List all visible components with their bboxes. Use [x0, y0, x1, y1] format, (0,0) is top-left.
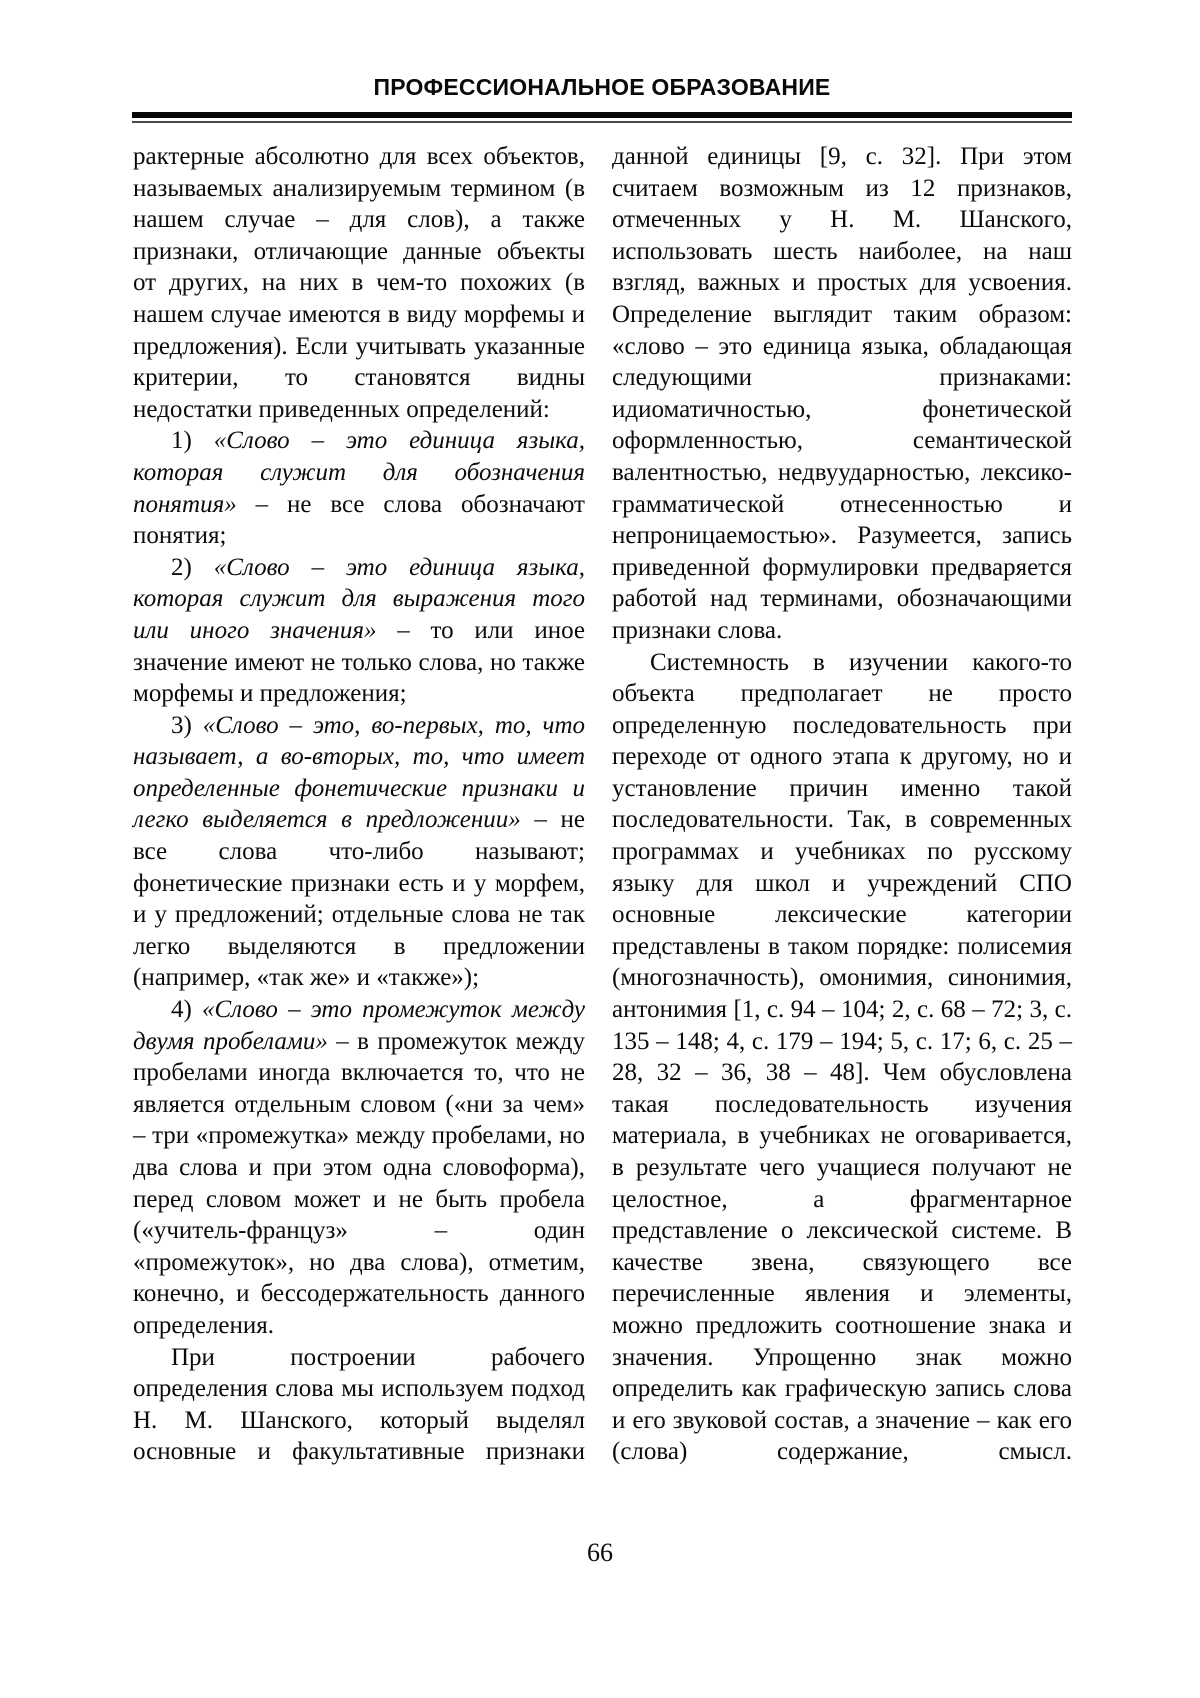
paragraph-intro-continuation: рактерные абсолютно для всех объектов, называемых анализируемым термином (в нашем случае – для слов), а также признаки, отличающие данные объекты от других, на них в чем-то похожих (в нашем случае имеются в виду морфемы и предложения). Если учитывать указанные критерии, то становятся видны недостатки приведенных определений: — [133, 143, 585, 423]
item-commentary: – не все слова что-либо называют; фонетические признаки есть и у морфем, и у предложений; отдельные слова не так легко выделяются в предложении (например, «так же» и «также»); — [133, 806, 585, 992]
page-number: 66 — [587, 1538, 613, 1567]
header-rule-thin — [132, 121, 1072, 123]
paragraph-closing: При построении рабочего определения слова мы используем подход Н. М. Шанского, который выделял основные и факультативные признаки — [133, 1343, 585, 1466]
text-columns — [133, 141, 1072, 1468]
quoted-definition: «Слово – это, во-первых, то, что называет, а во-вторых, то, что имеет определенные фонетические признаки и легко выделяется в предложении» — [133, 711, 585, 834]
item-commentary: – в промежуток между пробелами иногда включается то, что не является отдельным словом («ни за чем» – три «промежутка» между пробелами, но два слова и при этом одна словоформа), перед словом может и не быть пробела («учитель-француз» – один «промежуток», но два слова), отметим, конечно, и бессодержательность данного определения. — [133, 1027, 585, 1339]
item-commentary: – не все слова обозначают понятия; — [133, 490, 585, 550]
item-commentary: – то или иное значение имеют не только слова, но также морфемы и предложения; — [133, 616, 585, 708]
header-rule-thick — [132, 112, 1072, 118]
quoted-definition: «Слово – это единица языка, которая служит для обозначения понятия» — [133, 427, 586, 518]
section-title: ПРОФЕССИОНАЛЬНОЕ ОБРАЗОВАНИЕ — [373, 74, 831, 100]
list-item-definition-3 — [133, 710, 585, 994]
right-column — [612, 141, 1072, 1468]
quoted-definition: «Слово – это промежуток между двумя пробелами» — [133, 996, 585, 1055]
paragraph-systematicity: Системность в изучении какого-то объекта предполагает не просто определенную последовательность при переходе от одного этапа к другому, но и установление причин именно такой последовательности. Так, в современных программах и учебниках по русскому языку для школ и учреждений СПО основные лексические категории представлены в таком порядке: полисемия (многозначность), омонимия, синонимия, антонимия [1, с. 94 – 104; 2, с. 68 – 72; 3, с. 135 – 148; 4, с. 179 – 194; 5, с. 17; 6, с. 25 – 28, 32 – 36, 38 – 48]. Чем обусловлена такая последовательность изучения материала, в учебниках не оговаривается, в результате чего учащиеся получают не целостное, а фрагментарное представление о лексической системе. В качестве звена, связующего все перечисленные явления и элементы, можно предложить соотношение знака и значения. Упрощенно знак можно определить как графическую запись слова и его звуковой состав, а значение – как его (слова) содержание, смысл. — [612, 648, 1072, 1466]
paragraph-continuation: данной единицы [9, с. 32]. При этом считаем возможным из 12 признаков, отмеченных у Н. М. Шанского, использовать шесть наиболее, на наш взгляд, важных и простых для усвоения. Определение выглядит таким образом: «слово – это единица языка, обладающая следующими признаками: идиоматичностью, фонетической оформленностью, семантической валентностью, недвуударностью, лексико-грамматической отнесенностью и непроницаемостью». Разумеется, запись приведенной формулировки предваряется работой над терминами, обозначающими признаки слова. — [612, 143, 1072, 644]
item-number: 3) — [171, 711, 203, 739]
list-item-definition-4 — [133, 994, 585, 1342]
list-item-definition-2 — [133, 552, 585, 710]
item-number: 2) — [171, 553, 214, 581]
quoted-definition: «Слово – это единица языка, которая служит для выражения того или иного значения» — [133, 553, 586, 644]
item-number: 1) — [171, 427, 214, 455]
list-item-definition-1 — [133, 425, 585, 551]
left-column — [133, 141, 585, 1468]
item-number: 4) — [171, 996, 202, 1024]
running-head — [132, 74, 1072, 123]
